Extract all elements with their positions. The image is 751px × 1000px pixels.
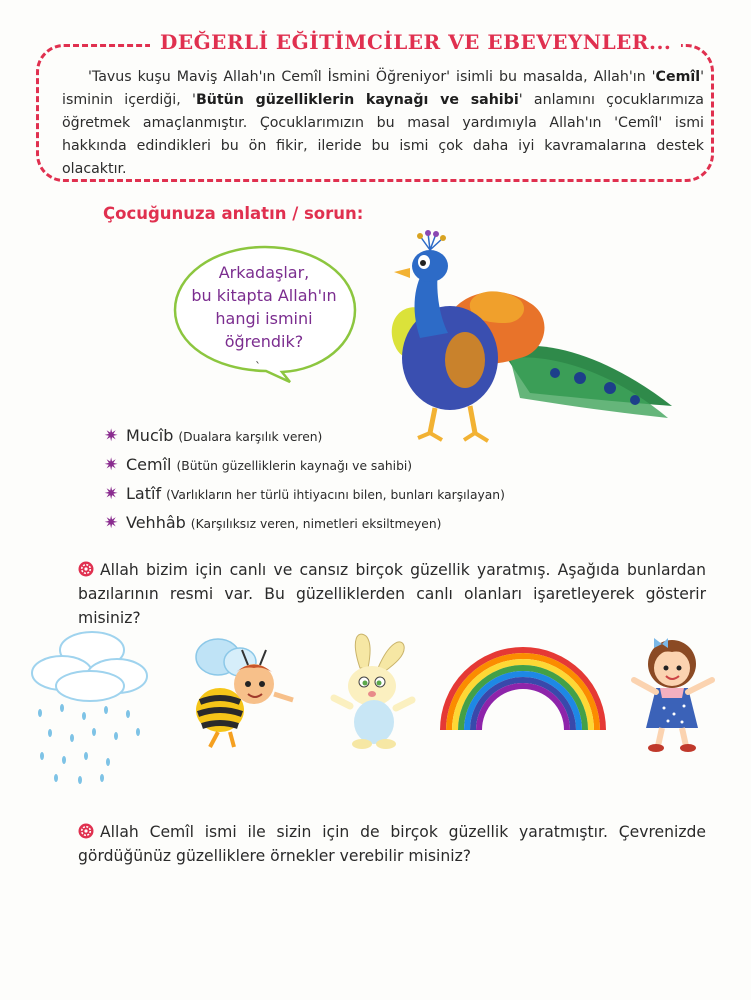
- list-item: [104, 455, 505, 484]
- asterisk-icon: ✷: [104, 455, 119, 475]
- name-label: Vehhâb: [126, 513, 186, 532]
- name-description: (Varlıkların her türlü ihtiyacını bilen, bunları karşılayan): [166, 488, 505, 502]
- decorative-tick: `: [255, 360, 261, 374]
- girl-illustration: [624, 626, 724, 756]
- list-item: [104, 513, 505, 542]
- list-item: [104, 426, 505, 455]
- intro-text-part-3: ' anlamını çocuklarımıza öğretmek amaçlanmıştır. Çocuklarımızın bu masal yardımıyla Allah'ın 'Cemîl' ismi hakkında edindikleri bu ön fikir, ileride bu ismi çok daha iyi kavramalarına destek olacaktır.: [62, 92, 704, 177]
- name-description: (Karşılıksız veren, nimetleri eksiltmeyen): [190, 517, 442, 531]
- bubble-line-4: öğrendik?: [224, 332, 304, 351]
- list-item: [104, 484, 505, 513]
- peacock-illustration: [380, 228, 680, 458]
- name-label: Mucîb: [126, 426, 174, 445]
- asterisk-icon: ✷: [104, 484, 119, 504]
- cloud-rain-illustration: [22, 628, 162, 788]
- intro-title: DEĞERLİ EĞİTİMCİLER VE EBEVEYNLER...: [150, 30, 681, 54]
- intro-cemil-bold: Cemîl: [655, 69, 701, 85]
- asterisk-icon: ✷: [104, 426, 119, 446]
- question-2-text: Allah Cemîl ismi ile sizin için de birçok güzellik yaratmıştır. Çevrenizde gördüğünüz güzelliklere örnekler verebilir misiniz?: [78, 823, 706, 865]
- bubble-text: [186, 261, 342, 353]
- name-label: Latîf: [126, 484, 162, 503]
- asterisk-icon: ✷: [104, 513, 119, 533]
- intro-text-part-2: ' isminin içerdiği, ': [62, 69, 704, 108]
- intro-paragraph: [62, 66, 704, 181]
- bubble-line-2: bu kitapta Allah'ın: [191, 286, 337, 305]
- flower-bullet-icon: [78, 561, 94, 577]
- bubble-line-3: hangi ismini: [215, 309, 313, 328]
- names-list: [104, 426, 505, 542]
- flower-bullet-icon: [78, 823, 94, 839]
- rabbit-illustration: [320, 628, 420, 752]
- intro-text-part-1: 'Tavus kuşu Maviş Allah'ın Cemîl İsmini Öğreniyor' isimli bu masalda, Allah'ın ': [88, 69, 656, 85]
- name-description: (Bütün güzelliklerin kaynağı ve sahibi): [176, 459, 413, 473]
- question-1-text: Allah bizim için canlı ve cansız birçok güzellik yaratmış. Aşağıda bunlardan bazılarının resmi var. Bu güzelliklerden canlı olanları işaretleyerek gösterir misiniz?: [78, 561, 706, 627]
- name-label: Cemîl: [126, 455, 172, 474]
- rainbow-illustration: [438, 646, 608, 732]
- sub-heading: Çocuğunuza anlatın / sorun:: [103, 204, 364, 223]
- question-2: [78, 820, 706, 868]
- name-description: (Dualara karşılık veren): [178, 430, 323, 444]
- question-1: [78, 558, 706, 630]
- intro-meaning-bold: Bütün güzelliklerin kaynağı ve sahibi: [195, 92, 519, 108]
- bubble-line-1: Arkadaşlar,: [218, 263, 310, 282]
- bee-illustration: [178, 632, 298, 750]
